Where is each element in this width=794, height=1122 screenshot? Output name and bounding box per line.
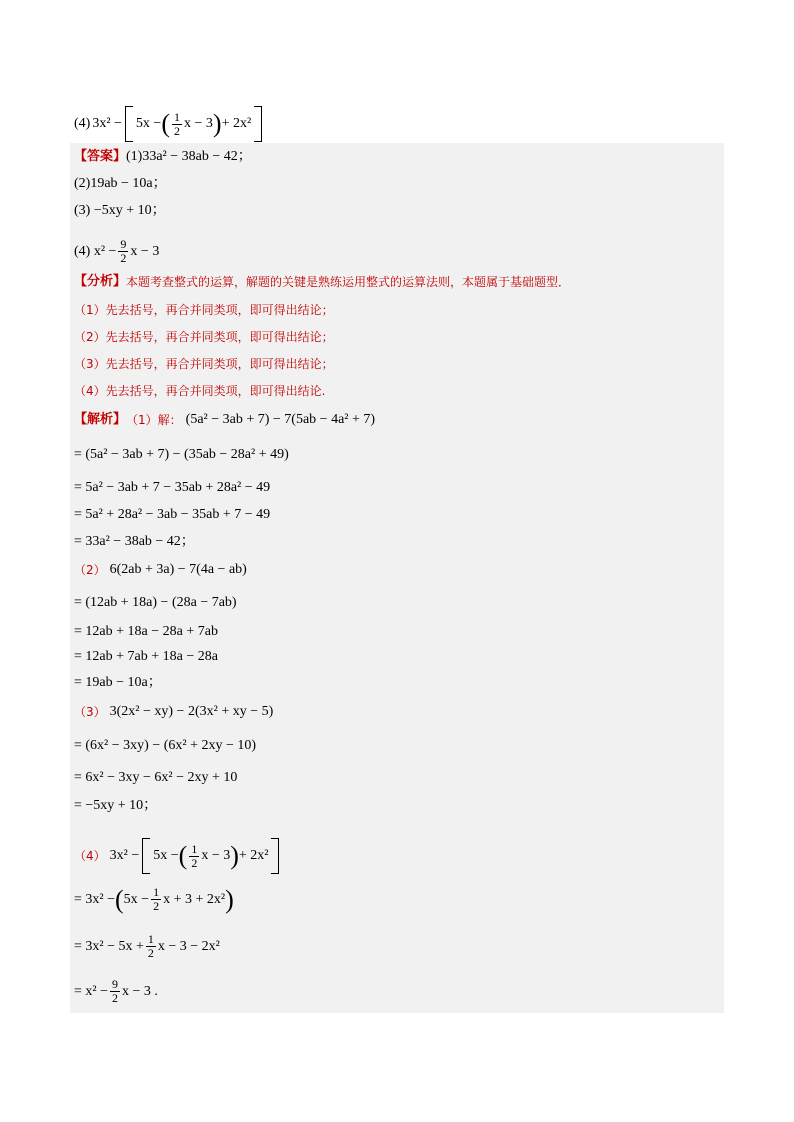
solution-p1-step-1: = (5a² − 3ab + 7) − (35ab − 28a² + 49): [74, 447, 289, 462]
fraction: $\frac{1}{2}$: [191, 841, 198, 870]
answer-line-1: [74, 149, 252, 165]
answer-item-4-post: x − 3: [130, 243, 160, 259]
right-paren: ): [225, 884, 234, 914]
solution-p3-step-1: = (6x² − 3xy) − (6x² + 2xy − 10): [74, 738, 257, 753]
solution-p4-pre: 3x² −: [109, 848, 140, 863]
question-inner2: x − 3: [184, 116, 213, 131]
solution-p1-step-3: = 5a² + 28a² − 3ab − 35ab + 7 − 49: [74, 507, 271, 522]
answer-item-3: (3) −5xy + 10；: [74, 203, 166, 218]
solution-p1-step-4: = 33a² − 38ab − 42；: [74, 534, 195, 549]
solution-p3-step-3: = −5xy + 10；: [74, 798, 158, 813]
right-bracket: [254, 106, 262, 142]
question-expr-before: 3x² −: [92, 116, 122, 131]
left-paren: (: [161, 109, 170, 138]
analysis-line: [74, 274, 570, 290]
question-4-line: [74, 106, 265, 142]
solution-line-1: [74, 412, 375, 428]
solution-p3-step-2: = 6x² − 3xy − 6x² − 2xy + 10: [74, 770, 238, 785]
analysis-step-3: （3）先去括号，再合并同类项，即可得出结论；: [74, 357, 334, 371]
solution-p2-step-3: = 12ab + 7ab + 18a − 28a: [74, 649, 218, 664]
question-inner3: + 2x²: [221, 116, 252, 131]
answer-line-4: [74, 238, 159, 265]
solution-p1-label: （1）解：: [126, 413, 182, 427]
right-bracket: [271, 838, 279, 874]
answer-tag: 【答案】: [74, 149, 127, 164]
analysis-tag: 【分析】: [74, 274, 127, 289]
analysis-step-2: （2）先去括号，再合并同类项，即可得出结论；: [74, 330, 334, 344]
solution-p4-s3-pre: = x² −: [74, 983, 108, 999]
answer-line-3: [74, 203, 166, 219]
analysis-step-1: （1）先去括号，再合并同类项，即可得出结论；: [74, 303, 334, 317]
answer-line-2: [74, 176, 167, 192]
solution-p4-step-3: [74, 978, 158, 1005]
solution-p2-step-1: = (12ab + 18a) − (28a − 7ab): [74, 595, 237, 610]
solution-p2-line: [74, 562, 247, 578]
question-inner1: 5x −: [135, 116, 162, 131]
solution-p2-expr: 6(2ab + 3a) − 7(4a − ab): [109, 562, 247, 577]
left-paren: (: [115, 884, 124, 914]
solution-p4-s2-pre: = 3x² − 5x +: [74, 938, 144, 954]
left-bracket: [125, 106, 133, 142]
solution-p4-in3: + 2x²: [238, 848, 269, 863]
answer-item-2: (2)19ab − 10a；: [74, 176, 167, 191]
solution-p2-step-2: = 12ab + 18a − 28a + 7ab: [74, 624, 218, 639]
solution-p4-label: （4）: [74, 849, 106, 863]
solution-p4-in1: 5x −: [153, 848, 179, 863]
solution-tag: 【解析】: [74, 412, 127, 427]
solution-p4-step-1: [74, 886, 234, 913]
solution-p3-expr: 3(2x² − xy) − 2(3x² + xy − 5): [109, 704, 274, 719]
right-paren: ): [230, 841, 239, 870]
fraction: $\frac{9}{2}$: [120, 237, 127, 265]
solution-p4-s2-post: x − 3 − 2x²: [157, 938, 220, 954]
solution-p2-step-4: = 19ab − 10a；: [74, 675, 162, 690]
fraction: $\frac{9}{2}$: [112, 977, 118, 1005]
solution-p1-step-2: = 5a² − 3ab + 7 − 35ab + 28a² − 49: [74, 480, 271, 495]
fraction: $\frac{1}{2}$: [174, 109, 180, 138]
solution-p4-s1-pre: = 3x² −: [74, 891, 115, 907]
solution-p4-s1-b: x + 3 + 2x²: [163, 891, 226, 907]
answer-item-4-pre: (4) x² −: [74, 243, 117, 259]
fraction: $\frac{1}{2}$: [147, 932, 154, 960]
analysis-text: 本题考查整式的运算，解题的关键是熟练运用整式的运算法则，本题属于基础题型．: [126, 275, 571, 289]
question-label: (4): [74, 116, 91, 131]
left-paren: (: [178, 841, 188, 870]
solution-p4-step-2: [74, 933, 220, 960]
solution-p1-expr: (5a² − 3ab + 7) − 7(5ab − 4a² + 7): [185, 412, 376, 427]
analysis-step-4: （4）先去括号，再合并同类项，即可得出结论.: [74, 384, 326, 398]
solution-p3-line: [74, 704, 273, 720]
left-bracket: [142, 838, 150, 874]
solution-p4-line: [74, 838, 282, 874]
answer-item-1: (1)33a² − 38ab − 42；: [126, 149, 252, 164]
solution-p4-s3-post: x − 3 .: [122, 983, 158, 999]
solution-p3-label: （3）: [74, 705, 106, 719]
right-paren: ): [212, 109, 222, 138]
fraction: $\frac{1}{2}$: [153, 885, 160, 913]
solution-p2-label: （2）: [74, 563, 106, 577]
solution-p4-s1-a: 5x −: [123, 891, 150, 907]
solution-p4-in2: x − 3: [201, 848, 231, 863]
